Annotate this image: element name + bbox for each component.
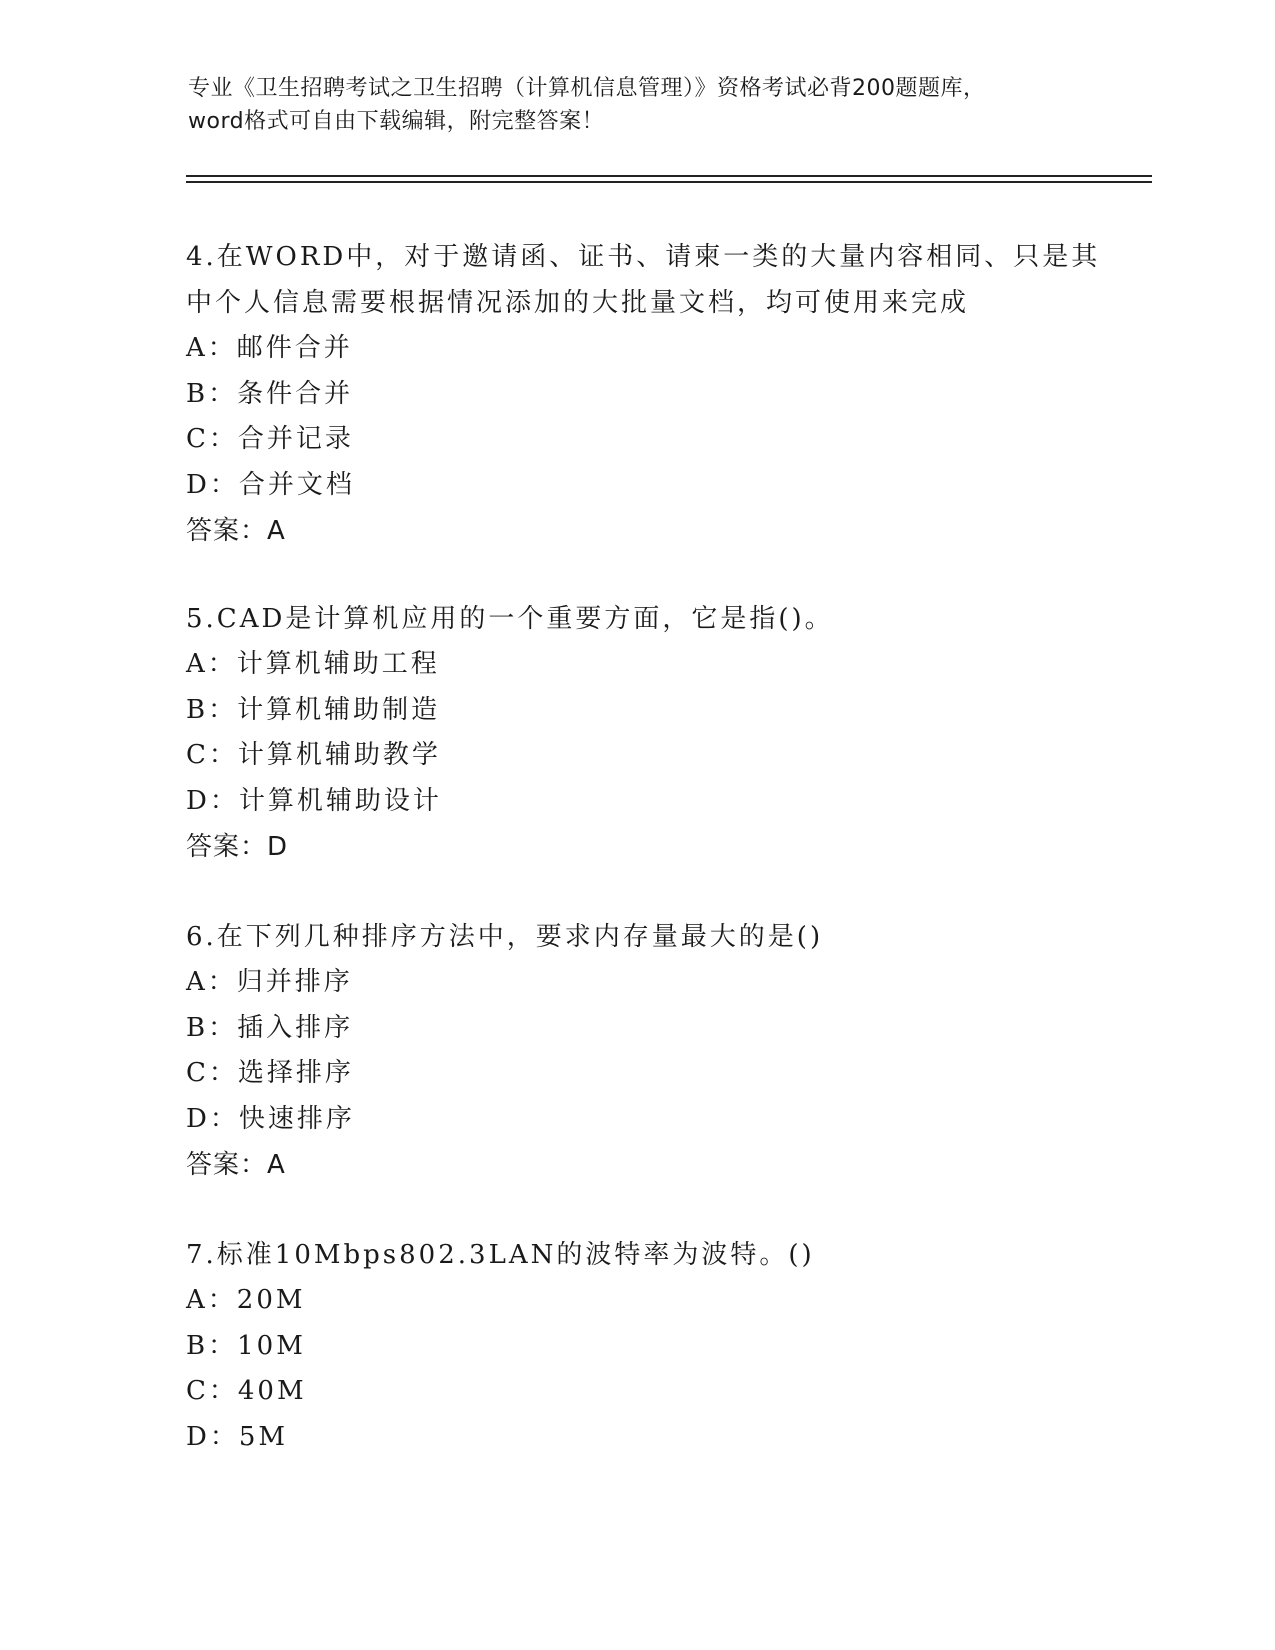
header-title-line-2: word格式可自由下载编辑，附完整答案！ bbox=[188, 109, 605, 134]
question-stem-line-1: 5.CAD是计算机应用的一个重要方面，它是指()。 bbox=[186, 604, 834, 634]
header-title-line-1: 专业《卫生招聘考试之卫生招聘（计算机信息管理）》资格考试必背200题题库， bbox=[188, 76, 986, 101]
option-a: A：20M bbox=[186, 1285, 306, 1315]
option-c: C：计算机辅助教学 bbox=[186, 740, 441, 770]
option-d: D：合并文档 bbox=[186, 469, 355, 500]
question-stem-line-2: 中个人信息需要根据情况添加的大批量文档，均可使用来完成 bbox=[186, 288, 970, 318]
option-d: D：5M bbox=[186, 1421, 289, 1452]
answer: 答案：A bbox=[186, 516, 286, 546]
option-a: A：邮件合并 bbox=[186, 333, 353, 363]
question-4 bbox=[186, 234, 1126, 554]
question-5 bbox=[186, 596, 1126, 870]
answer: 答案：A bbox=[186, 1150, 286, 1180]
question-stem-line-1: 6.在下列几种排序方法中，要求内存量最大的是() bbox=[186, 922, 824, 952]
question-stem-line-1: 4.在WORD中，对于邀请函、证书、请柬一类的大量内容相同、只是其 bbox=[186, 242, 1101, 272]
option-a: A：归并排序 bbox=[186, 967, 353, 997]
option-b: B：10M bbox=[186, 1330, 306, 1361]
option-d: D：计算机辅助设计 bbox=[186, 785, 442, 816]
option-b: B：插入排序 bbox=[186, 1012, 354, 1043]
question-6 bbox=[186, 914, 1126, 1188]
question-stem-line-1: 7.标准10Mbps802.3LAN的波特率为波特。() bbox=[186, 1240, 815, 1270]
header-divider-bottom bbox=[186, 181, 1152, 183]
header-divider-top bbox=[186, 175, 1152, 177]
option-b: B：条件合并 bbox=[186, 378, 354, 409]
option-c: C：选择排序 bbox=[186, 1058, 354, 1088]
answer: 答案：D bbox=[186, 832, 289, 862]
option-c: C：合并记录 bbox=[186, 424, 354, 454]
option-b: B：计算机辅助制造 bbox=[186, 694, 441, 725]
option-c: C：40M bbox=[186, 1376, 307, 1406]
option-a: A：计算机辅助工程 bbox=[186, 649, 440, 679]
document-header bbox=[188, 72, 1088, 138]
option-d: D：快速排序 bbox=[186, 1103, 355, 1134]
question-7 bbox=[186, 1232, 1126, 1460]
